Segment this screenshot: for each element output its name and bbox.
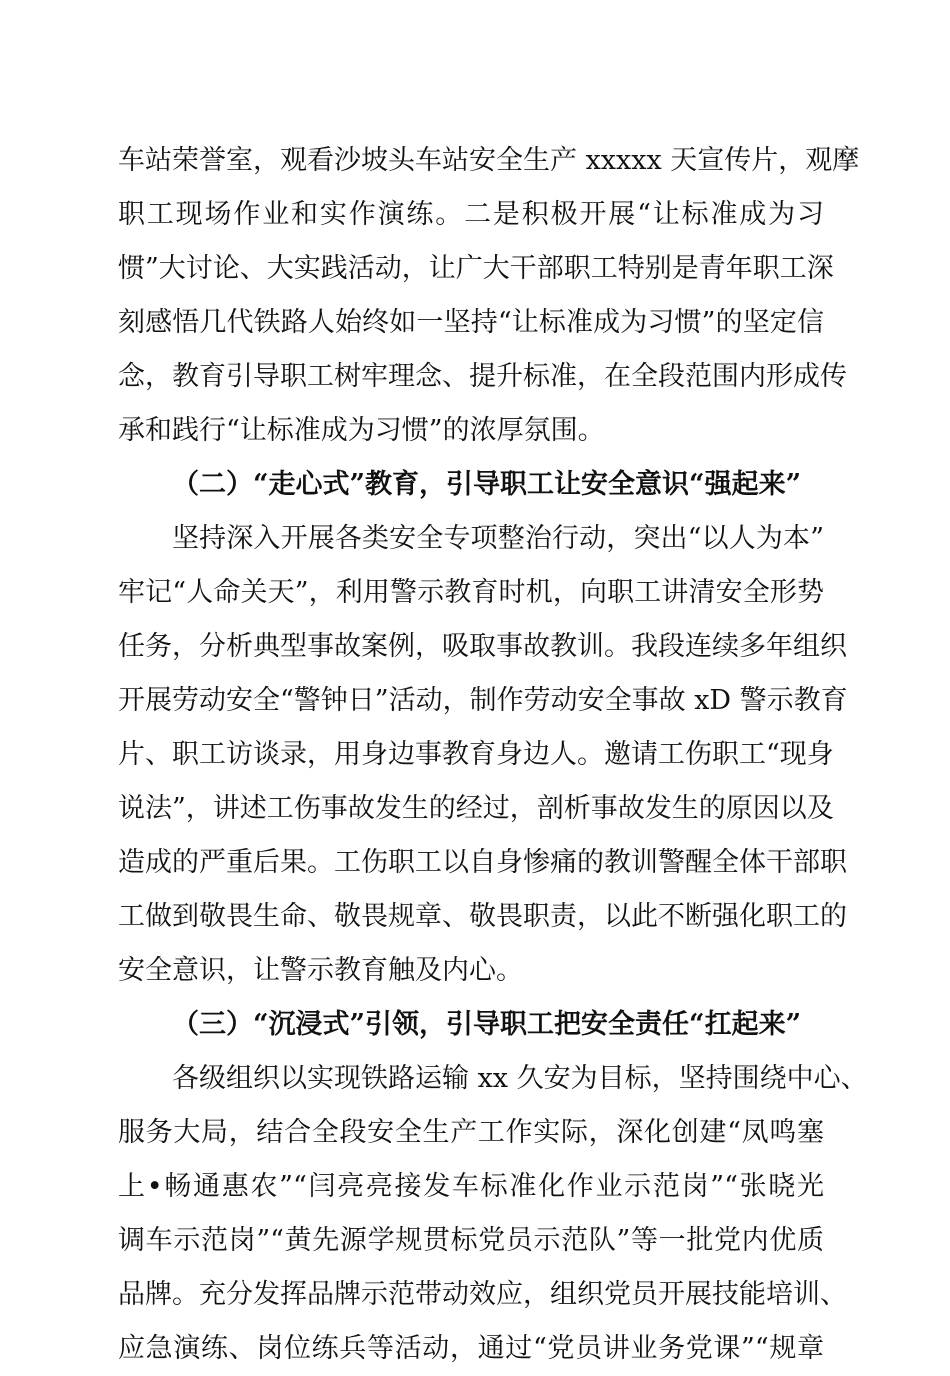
paragraph-3-line-5: 品牌。充分发挥品牌示范带动效应，组织党员开展技能培训、 bbox=[118, 1279, 847, 1310]
paragraph-1-line-6: 承和践行“让标准成为习惯”的浓厚氛围。 bbox=[118, 415, 605, 446]
paragraph-1-line-2: 职工现场作业和实作演练。二是积极开展“让标准成为习 bbox=[118, 199, 824, 230]
paragraph-2-line-3: 任务，分析典型事故案例，吸取事故教训。我段连续多年组织 bbox=[118, 631, 847, 662]
paragraph-2-line-5: 片、职工访谈录，用身边事教育身边人。邀请工伤职工“现身 bbox=[118, 739, 834, 770]
paragraph-2-line-9: 安全意识，让警示教育触及内心。 bbox=[118, 955, 523, 986]
paragraph-3-line-4: 调车示范岗”“黄先源学规贯标党员示范队”等一批党内优质 bbox=[118, 1225, 824, 1256]
paragraph-2-line-2: 牢记“人命关天”，利用警示教育时机，向职工讲清安全形势 bbox=[118, 577, 824, 608]
paragraph-2-line-1: 坚持深入开展各类安全专项整治行动，突出“以人为本” bbox=[172, 523, 824, 554]
paragraph-1-line-1: 车站荣誉室，观看沙坡头车站安全生产 xxxxx 天宣传片，观摩 bbox=[118, 145, 860, 176]
paragraph-3-line-2: 服务大局，结合全段安全生产工作实际，深化创建“凤鸣塞 bbox=[118, 1117, 824, 1148]
paragraph-1-line-5: 念，教育引导职工树牢理念、提升标准，在全段范围内形成传 bbox=[118, 361, 847, 392]
paragraph-2-line-8: 工做到敬畏生命、敬畏规章、敬畏职责，以此不断强化职工的 bbox=[118, 901, 847, 932]
paragraph-3-line-1: 各级组织以实现铁路运输 xx 久安为目标，坚持围绕中心、 bbox=[172, 1063, 868, 1094]
paragraph-3-line-3: 上•畅通惠农”“闫亮亮接发车标准化作业示范岗”“张晓光 bbox=[118, 1171, 824, 1202]
paragraph-1-line-4: 刻感悟几代铁路人始终如一坚持“让标准成为习惯”的坚定信 bbox=[118, 307, 824, 338]
section-heading-3: （三）“沉浸式”引领，引导职工把安全责任“扛起来” bbox=[172, 1009, 802, 1040]
paragraph-2-line-4: 开展劳动安全“警钟日”活动，制作劳动安全事故 xD 警示教育 bbox=[118, 685, 848, 716]
paragraph-3-line-6: 应急演练、岗位练兵等活动，通过“党员讲业务党课”“规章 bbox=[118, 1333, 824, 1364]
paragraph-1-line-3: 惯”大讨论、大实践活动，让广大干部职工特别是青年职工深 bbox=[118, 253, 834, 284]
section-heading-2: （二）“走心式”教育，引导职工让安全意识“强起来” bbox=[172, 469, 802, 500]
paragraph-2-line-7: 造成的严重后果。工伤职工以自身惨痛的教训警醒全体干部职 bbox=[118, 847, 847, 878]
paragraph-2-line-6: 说法”，讲述工伤事故发生的经过，剖析事故发生的原因以及 bbox=[118, 793, 834, 824]
